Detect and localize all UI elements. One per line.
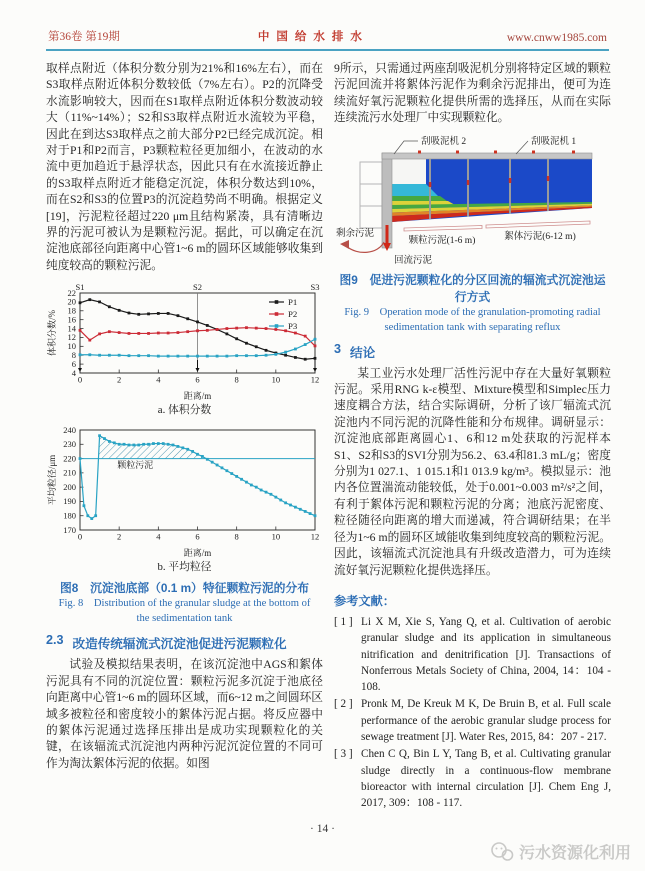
scraper-bridge	[382, 153, 592, 159]
svg-text:S1: S1	[75, 282, 85, 293]
svg-text:12: 12	[67, 332, 76, 343]
section-number: 2.3	[46, 633, 64, 648]
svg-text:8: 8	[71, 350, 76, 361]
section-2-3-heading	[46, 633, 323, 652]
svg-text:S2: S2	[193, 282, 202, 293]
journal-url[interactable]: www.cnww1985.com	[506, 32, 607, 44]
svg-text:190: 190	[63, 496, 76, 507]
svg-text:距离/m: 距离/m	[183, 391, 212, 402]
svg-text:14: 14	[67, 323, 76, 334]
section-3-heading	[334, 342, 611, 361]
reference-item	[334, 746, 611, 811]
svg-text:10: 10	[271, 374, 281, 385]
svg-text:8: 8	[234, 531, 239, 542]
figure9-caption	[334, 271, 611, 335]
svg-text:6: 6	[195, 531, 200, 542]
svg-text:P3: P3	[288, 321, 298, 332]
label-scraper-1: 刮吸泥机 1	[531, 136, 577, 147]
svg-text:平均粒径/μm: 平均粒径/μm	[47, 455, 57, 506]
svg-text:20: 20	[67, 296, 76, 307]
label-surplus-sludge: 剩余污泥	[336, 228, 375, 239]
reference-number: [ 3 ]	[334, 748, 353, 761]
figure8-caption	[46, 579, 323, 626]
svg-text:6: 6	[71, 359, 76, 370]
svg-text:18: 18	[67, 305, 76, 316]
svg-text:16: 16	[67, 314, 76, 325]
svg-text:4: 4	[71, 368, 76, 379]
svg-text:220: 220	[63, 453, 76, 464]
label-granular-zone: 颗粒污泥(1-6 m)	[408, 235, 476, 246]
svg-text:10: 10	[271, 531, 281, 542]
svg-text:8: 8	[234, 374, 239, 385]
svg-text:S3: S3	[310, 282, 320, 293]
reference-item	[334, 614, 611, 695]
left-column	[46, 61, 323, 812]
reference-text: Pronk M, De Kreuk M K, De Bruin B, et al. Full scale performance of the aerobic granular sludge process for sewage treatment [J]. Water Res, 2015, 84：207 - 217.	[361, 698, 611, 743]
figure8-caption-en: Fig. 8 Distribution of the granular sludge at the bottom of	[58, 598, 311, 610]
svg-text:180: 180	[63, 510, 76, 521]
watermark-text: 污水资源化利用	[518, 845, 631, 862]
reference-number: [ 2 ]	[334, 698, 353, 711]
wechat-icon	[490, 842, 514, 862]
svg-text:体积分数/%: 体积分数/%	[47, 310, 57, 357]
svg-text:距离/m: 距离/m	[183, 548, 212, 559]
svg-text:0: 0	[77, 531, 83, 542]
svg-text:210: 210	[63, 467, 76, 478]
subfigure-b-caption: b. 平均粒径	[157, 561, 212, 574]
figure9-caption-en2: sedimentation tank with separating reflux	[384, 321, 561, 333]
svg-text:2: 2	[117, 531, 122, 542]
label-reflux-sludge: 回流污泥	[394, 255, 433, 266]
svg-text:200: 200	[63, 482, 76, 493]
section-title: 结论	[350, 345, 376, 360]
section-number: 3	[334, 341, 342, 356]
svg-text:6: 6	[195, 374, 200, 385]
reference-item	[334, 696, 611, 745]
svg-text:4: 4	[156, 374, 161, 385]
svg-text:240: 240	[63, 425, 76, 436]
figure9-tank-diagram	[334, 132, 611, 268]
svg-text:230: 230	[63, 439, 76, 450]
figure9-caption-en: Fig. 9 Operation mode of the granulation-promoting radial	[344, 306, 601, 318]
watermark	[490, 840, 631, 863]
page-number: · 14 ·	[310, 823, 335, 835]
svg-text:10: 10	[67, 341, 76, 352]
paragraph-section-2-3: 试验及模拟结果表明，在该沉淀池中AGS和絮体污泥具有不同的沉淀位置：颗粒污泥多沉淀于池底径向距离中心管1~6 m的圆环区域，而6~12 m之间圆环区域多被粒径和密度较小的絮体污泥占据。将反应器中的絮体污泥通过选择压排出是成功实现颗粒化的关键，在该辐流式沉淀池内两种污泥沉淀位置的不同可作为淘汰絮体污泥的依据。如图	[46, 658, 323, 770]
article-body	[0, 51, 645, 812]
tank-rack	[360, 162, 382, 228]
label-floc-zone: 絮体污泥(6-12 m)	[504, 231, 576, 242]
section-title: 改造传统辐流式沉淀池促进污泥颗粒化	[72, 637, 287, 652]
right-column	[334, 61, 611, 812]
page-header	[0, 0, 645, 49]
paragraph-continuation: 9所示，只需通过两座刮吸泥机分别将特定区域的颗粒污泥回流并将絮体污泥作为剩余污泥排出，便可为连续流好氧污泥颗粒化提供所需的选择压，从而在实际连续流污水处理厂中实现颗粒化。	[334, 62, 611, 125]
chart-volume-fraction	[46, 279, 323, 403]
surplus-arrow	[346, 242, 384, 252]
label-scraper-2: 刮吸泥机 2	[421, 136, 467, 147]
figure-9	[334, 132, 611, 335]
journal-title: 中国给水排水	[257, 31, 369, 43]
svg-text:2: 2	[117, 374, 122, 385]
figure9-caption-cn: 图9 促进污泥颗粒化的分区回流的辐流式沉淀池运行方式	[339, 272, 606, 304]
svg-text:12: 12	[310, 374, 320, 385]
svg-text:22: 22	[67, 288, 76, 299]
svg-text:P2: P2	[288, 309, 298, 320]
paragraph-conclusion: 某工业污水处理厂活性污泥中存在大量好氧颗粒污泥。采用RNG k-ε模型、Mixture模型和Simplec压力速度耦合方法，结合实际调研，分析了该厂辐流式沉淀池内不同污泥的沉降性能和分布规律。调研显示：沉淀池底部距离圆心1、6和12 m处获取的污泥样本S1、S2和S3的SVI分别为56.2、63.4和81.3 mL/g；密度分别为1 027.1、1 015.1和1 013.9 kg/m³。模拟显示：池内各位置湍流动能较低，处于0.001~0.003 m²/s²之间，有利于絮体污泥和颗粒污泥的分离；池底污泥密度、粒径随径向距离的增大而递减，符合调研结果；在半径为1~6 m的圆环区域能收集到纯度较高的颗粒污泥。因此，该辐流式沉淀池具有升级改造潜力，可为连续流好氧污泥颗粒化提供选择压。	[334, 366, 611, 577]
subfigure-a-caption: a. 体积分数	[157, 404, 212, 417]
reference-text: Li X M, Xie S, Yang Q, et al. Cultivation of aerobic granular sludge and its application in simultaneous nitrification and denitrification [J]. Transactions of Nonferrous Metals Society of China, 2004, 14：104 - 108.	[361, 615, 611, 694]
paragraph-volume-fraction: 取样点附近（体积分数分别为21%和16%左右），而在S3取样点附近体积分数较低（7%左右）。P2的沉降受水流影响较大，因而在S1取样点附近体积分数波动较大（11%~14%）；S2和S3取样点附近水流较为平稳，因此在到达S3取样点之前大部分P2已经完成沉淀。相对于P1和P2而言，P3颗粒粒径更加细小，在波动的水流中更加趋近于悬浮状态，因此只有在水流接近静止的S3取样点附近才能稳定沉淀，体积分数达到10%，而在S2和S3的位置P3的沉淀趋势尚不明确。根据定义[19]，污泥粒径超过220 μm且结构紧凑，具有清晰边界的污泥可被认为是颗粒污泥。据此，可以确定在沉淀池底部径向距离中心管1~6 m的圆环区域能够收集到纯度较高的颗粒污泥。	[46, 62, 323, 272]
svg-text:0: 0	[77, 374, 83, 385]
chart-mean-particle-size	[46, 422, 323, 560]
figure8-caption-en2: the sedimentation tank	[136, 613, 233, 625]
volume-issue: 第36卷 第19期	[48, 31, 120, 43]
svg-text:4: 4	[156, 531, 161, 542]
reference-number: [ 1 ]	[334, 615, 353, 628]
figure8-caption-cn: 图8 沉淀池底部（0.1 m）特征颗粒污泥的分布	[59, 581, 310, 596]
svg-text:颗粒污泥: 颗粒污泥	[117, 460, 154, 471]
svg-text:12: 12	[310, 531, 320, 542]
reference-text: Chen C Q, Bin L Y, Tang B, et al. Cultivating granular sludge directly in a continuous-flow membrane bioreactor with internal circulation [J]. Chem Eng J, 2017, 309：108 - 117.	[361, 748, 611, 810]
references-heading: 参考文献：	[334, 593, 395, 608]
svg-text:170: 170	[63, 525, 76, 536]
figure-8	[46, 279, 323, 626]
svg-text:P1: P1	[288, 297, 298, 308]
